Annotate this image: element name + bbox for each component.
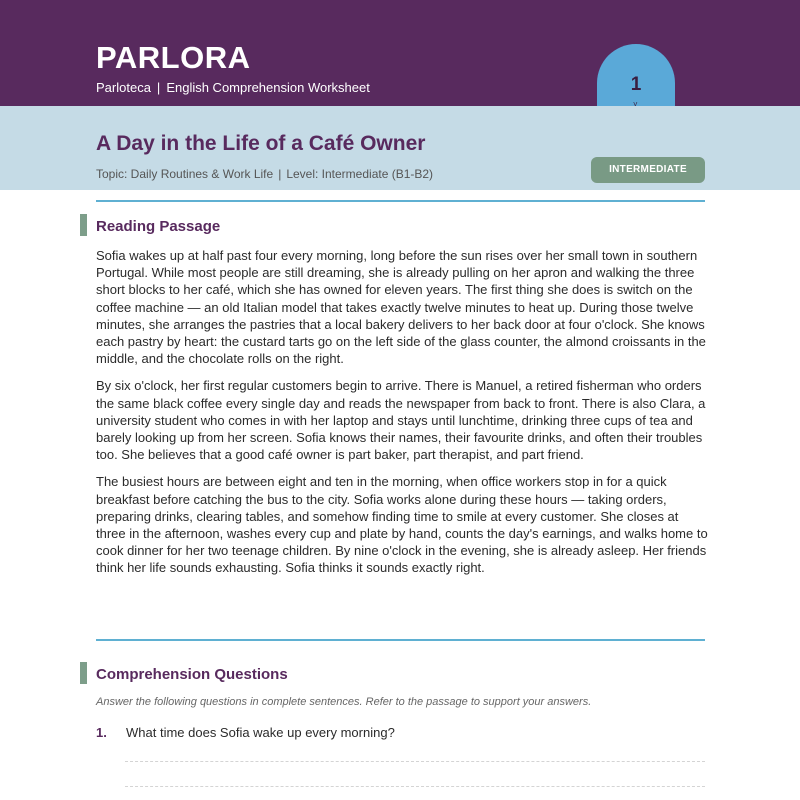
worksheet-title: A Day in the Life of a Café Owner bbox=[96, 132, 426, 155]
level-badge: INTERMEDIATE bbox=[591, 157, 705, 183]
questions-heading: Comprehension Questions bbox=[96, 666, 288, 683]
section-divider bbox=[96, 200, 705, 202]
answer-line[interactable] bbox=[125, 786, 705, 787]
section-marker bbox=[80, 214, 87, 236]
section-marker bbox=[80, 662, 87, 684]
reading-heading: Reading Passage bbox=[96, 218, 221, 235]
passage-paragraph: Sofia wakes up at half past four every morning, long before the sun rises over her small town in southern Portugal. While most people are still dreaming, she is already pulling on her apron and walking the three short blocks to her café, which she has owned for eleven years. The first thing she does is switch on the coffee machine — an old Italian model that takes exactly twelve minutes to heat up. During those twelve minutes, she arranges the pastries that a local bakery delivers to her back door at four o'clock. She knows each pastry by heart: the custard tarts go on the left side of the glass counter, the almond croissants in the middle, and the chocolate rolls on the right. bbox=[96, 248, 706, 367]
question-text: What time does Sofia wake up every morning? bbox=[126, 725, 395, 740]
page-tick-icon: ˅ bbox=[633, 100, 638, 106]
passage-paragraph: The busiest hours are between eight and ten in the morning, when office workers stop in for a quick breakfast before catching the bus to the city. Sofia works alone during these hours — taking orders, preparing drinks, clearing tables, and somehow finding time to smile at every customer. She closes at three in the afternoon, washes every cup and plate by hand, counts the day's earnings, and walks home to cook dinner for her two teenage children. By nine o'clock in the evening, she is already asleep. Her friends think her life sounds exhausting. Sofia thinks it sounds exactly right. bbox=[96, 474, 708, 576]
reading-passage bbox=[96, 247, 708, 587]
worksheet-type: English Comprehension Worksheet bbox=[166, 80, 370, 95]
page-number: 1 bbox=[630, 74, 642, 95]
brand-name: PARLORA bbox=[96, 40, 251, 75]
worksheet-meta bbox=[96, 167, 433, 181]
questions-instructions: Answer the following questions in complete sentences. Refer to the passage to support your answers. bbox=[96, 696, 592, 708]
header-band bbox=[0, 0, 800, 106]
header-subline bbox=[96, 80, 370, 95]
header-separator: | bbox=[156, 80, 161, 95]
section-divider bbox=[96, 639, 705, 641]
question-number: 1. bbox=[96, 725, 107, 740]
level-label: Level: Intermediate (B1-B2) bbox=[286, 167, 434, 181]
topic-label: Topic: Daily Routines & Work Life bbox=[96, 167, 274, 181]
publisher-name: Parloteca bbox=[96, 80, 151, 95]
passage-paragraph: By six o'clock, her first regular customers begin to arrive. There is Manuel, a retired fisherman who orders the same black coffee every single day and reads the newspaper from back to front. There is also Clara, a university student who comes in with her laptop and stays until lunchtime, drinking three cups of tea and barely looking up from her screen. Sofia knows their names, their favourite drinks, and often their troubles too. She believes that a good café owner is part baker, part therapist, and part friend. bbox=[96, 378, 706, 463]
meta-separator: | bbox=[278, 167, 282, 181]
answer-line[interactable] bbox=[125, 761, 705, 762]
